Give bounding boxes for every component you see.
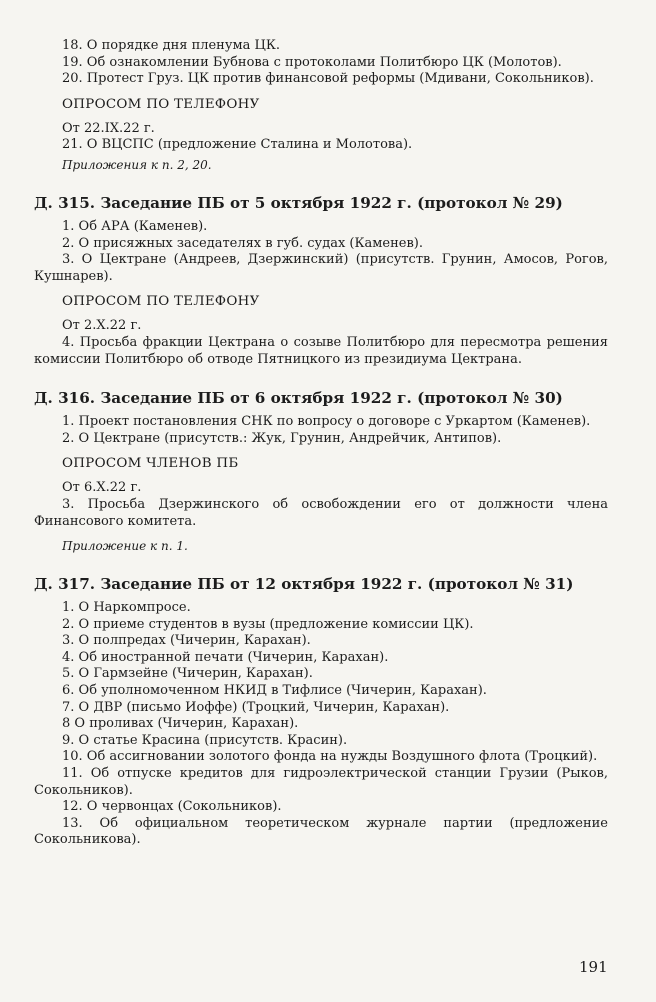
agenda-item: 19. Об ознакомлении Бубнова с протоколами Политбюро ЦК (Молотов).	[62, 54, 562, 70]
page-content	[34, 38, 608, 849]
agenda-item: 20. Протест Груз. ЦК против финансовой реформы (Мдивани, Сокольников).	[62, 71, 594, 87]
poll-subheading: ОПРОСОМ ЧЛЕНОВ ПБ	[62, 456, 239, 472]
poll-subheading: ОПРОСОМ ПО ТЕЛЕФОНУ	[62, 294, 260, 310]
page-number: 191	[579, 958, 608, 976]
appendix-note: Приложение к п. 1.	[62, 539, 188, 554]
agenda-item: 8 О проливах (Чичерин, Карахан).	[62, 716, 299, 732]
agenda-item: 11. Об отпуске кредитов для гидроэлектрической станции Грузии (Рыков, Сокольников).	[34, 766, 608, 798]
appendix-note: Приложения к п. 2, 20.	[62, 157, 212, 172]
agenda-item: 1. О Наркомпросе.	[62, 600, 191, 616]
poll-subheading: ОПРОСОМ ПО ТЕЛЕФОНУ	[62, 96, 260, 112]
agenda-item: 3. О полпредах (Чичерин, Карахан).	[62, 633, 311, 649]
agenda-item: 2. О присяжных заседателях в губ. судах (Каменев).	[62, 235, 423, 251]
agenda-item: 6. Об уполномоченном НКИД в Тифлисе (Чичерин, Карахан).	[62, 683, 487, 699]
agenda-item: 18. О порядке дня пленума ЦК.	[62, 38, 281, 53]
poll-date: От 22.IX.22 г.	[62, 120, 155, 136]
agenda-item: 5. О Гармзейне (Чичерин, Карахан).	[62, 666, 313, 682]
agenda-item: 1. Об АРА (Каменев).	[62, 218, 208, 234]
agenda-item: 12. О червонцах (Сокольников).	[62, 799, 282, 815]
agenda-item: 9. О статье Красина (присутств. Красин).	[62, 732, 348, 748]
agenda-item: 10. Об ассигновании золотого фонда на нужды Воздушного флота (Троцкий).	[62, 749, 598, 765]
agenda-item: 1. Проект постановления СНК по вопросу о договоре с Уркартом (Каменев).	[62, 414, 591, 430]
agenda-item: 3. О Цектране (Андреев, Дзержинский) (присутств. Грунин, Амосов, Рогов, Кушнарев).	[34, 252, 608, 284]
document-heading-316: Д. 316. Заседание ПБ от 6 октября 1922 г. (протокол № 30)	[34, 389, 563, 408]
agenda-item: 13. Об официальном теоретическом журнале партии (предложение Сокольникова).	[34, 815, 608, 848]
agenda-item: 7. О ДВР (письмо Иоффе) (Троцкий, Чичерин, Карахан).	[62, 699, 450, 715]
poll-date: От 2.X.22 г.	[62, 318, 142, 334]
agenda-item: 4. Об иностранной печати (Чичерин, Карахан).	[62, 649, 389, 665]
agenda-item: 4. Просьба фракции Цектрана о созыве Политбюро для пересмотра решения комиссии Политбюро об отводе Пятницкого из президиума Цектрана.	[34, 334, 608, 367]
agenda-item: 2. О приеме студентов в вузы (предложение комиссии ЦК).	[62, 616, 474, 632]
document-heading-317: Д. 317. Заседание ПБ от 12 октября 1922 г. (протокол № 31)	[34, 575, 574, 594]
agenda-item: 21. О ВЦСПС (предложение Сталина и Молотова).	[62, 137, 413, 153]
agenda-item: 2. О Цектране (присутств.: Жук, Грунин, Андрейчик, Антипов).	[62, 430, 502, 446]
document-heading-315: Д. 315. Заседание ПБ от 5 октября 1922 г. (протокол № 29)	[34, 193, 563, 212]
poll-date: От 6.X.22 г.	[62, 480, 142, 496]
agenda-item: 3. Просьба Дзержинского об освобождении его от должности члена Финансового комитета.	[34, 496, 608, 529]
